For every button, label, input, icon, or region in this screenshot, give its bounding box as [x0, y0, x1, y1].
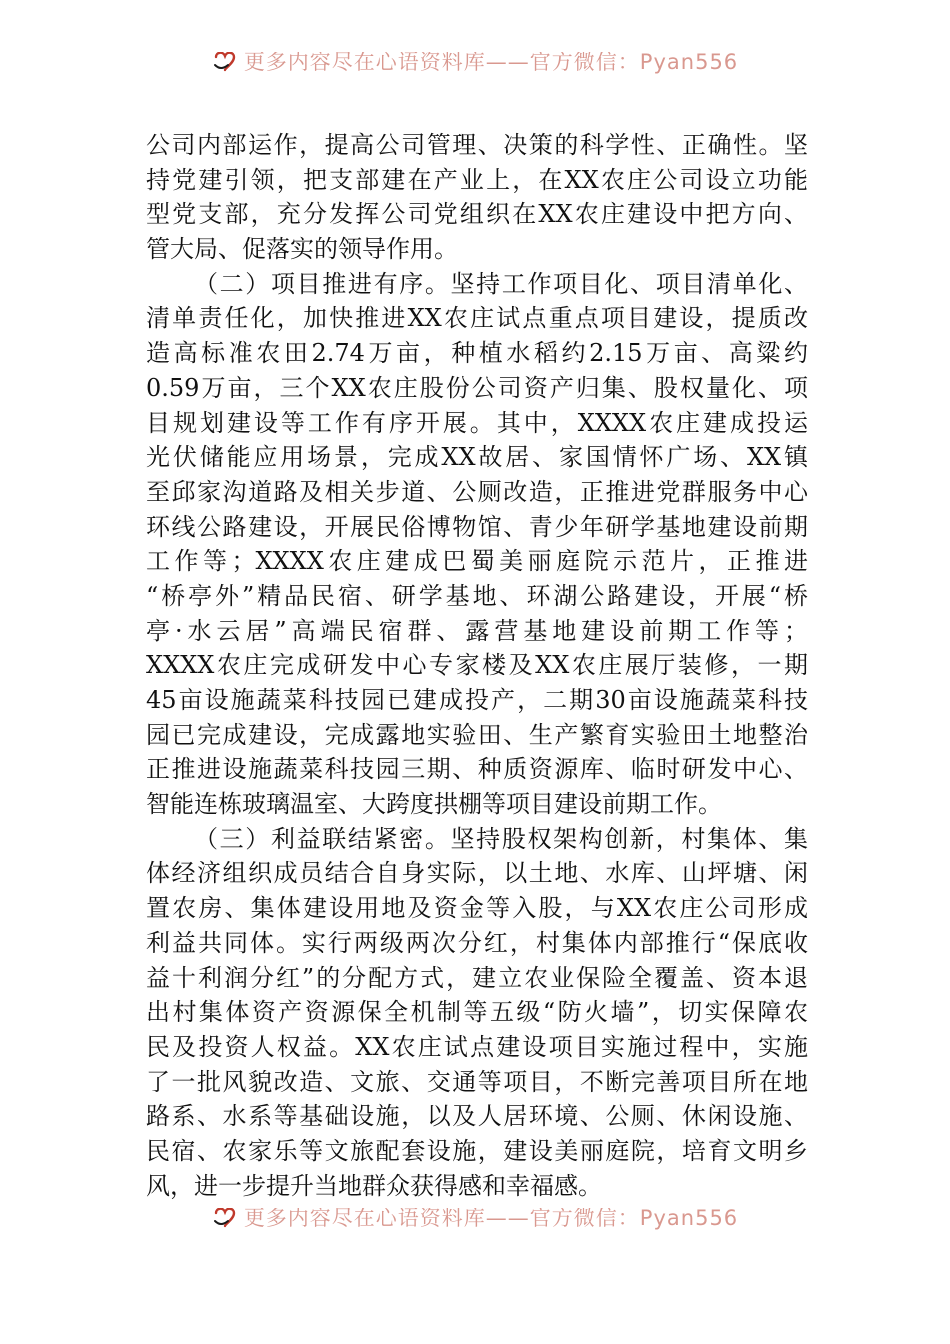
text-line: 型党支部，充分发挥公司党组织在XX农庄建设中把方向、: [146, 200, 808, 229]
heart-logo-icon: [212, 1208, 238, 1230]
text-line: 体经济组织成员结合自身实际，以土地、水库、山坪塘、闲: [146, 859, 808, 888]
document-body: [146, 128, 808, 1203]
text-line: 园已完成建设，完成露地实验田、生产繁育实验田土地整治: [146, 720, 808, 749]
text-line: 智能连栋玻璃温室、大跨度拱棚等项目建设前期工作。: [146, 790, 722, 819]
text-line: 持党建引领，把支部建在产业上，在XX农庄公司设立功能: [146, 165, 808, 194]
text-line: 造高标准农田2.74万亩，种植水稻约2.15万亩、高粱约: [146, 339, 808, 368]
text-line: 清单责任化，加快推进XX农庄试点重点项目建设，提质改: [146, 304, 808, 333]
text-line: 益十利润分红”的分配方式，建立农业保险全覆盖、资本退: [146, 963, 808, 992]
watermark-text: 更多内容尽在心语资料库——官方微信：Pyan556: [243, 1208, 739, 1230]
text-line: 公司内部运作，提高公司管理、决策的科学性、正确性。坚: [146, 131, 808, 159]
text-line: 目规划建设等工作有序开展。其中，XXXX农庄建成投运: [146, 408, 808, 437]
text-line: （二）项目推进有序。坚持工作项目化、项目清单化、: [194, 269, 808, 298]
text-line: 至邱家沟道路及相关步道、公厕改造，正推进党群服务中心: [146, 477, 808, 506]
text-line: XXXX农庄完成研发中心专家楼及XX农庄展厅装修，一期: [146, 651, 808, 680]
text-line: 民宿、农家乐等文旅配套设施，建设美丽庭院，培育文明乡: [146, 1136, 808, 1165]
footer-watermark: [0, 1208, 950, 1240]
text-line: 风，进一步提升当地群众获得感和幸福感。: [146, 1171, 602, 1200]
text-line: 置农房、集体建设用地及资金等入股，与XX农庄公司形成: [146, 894, 808, 923]
text-line: 管大局、促落实的领导作用。: [146, 235, 458, 264]
text-line: （三）利益联结紧密。坚持股权架构创新，村集体、集: [194, 824, 808, 853]
text-line: 民及投资人权益。XX农庄试点建设项目实施过程中，实施: [146, 1032, 808, 1061]
text-line: 光伏储能应用场景，完成XX故居、家国情怀广场、XX镇: [146, 443, 808, 472]
header-watermark: [0, 52, 950, 84]
text-line: 利益共同体。实行两级两次分红，村集体内部推行“保底收: [146, 928, 808, 957]
text-line: “桥亭外”精品民宿、研学基地、环湖公路建设，开展“桥: [146, 581, 808, 610]
watermark-text: 更多内容尽在心语资料库——官方微信：Pyan556: [243, 52, 739, 74]
text-line: 工作等；XXXX农庄建成巴蜀美丽庭院示范片，正推进: [146, 547, 808, 576]
heart-logo-icon: [212, 52, 238, 74]
text-line: 亭·水云居”高端民宿群、露营基地建设前期工作等；: [146, 616, 808, 645]
text-line: 0.59万亩，三个XX农庄股份公司资产归集、股权量化、项: [146, 373, 808, 402]
text-line: 环线公路建设，开展民俗博物馆、青少年研学基地建设前期: [146, 512, 808, 541]
text-line: 出村集体资产资源保全机制等五级“防火墙”，切实保障农: [146, 998, 808, 1027]
text-line: 正推进设施蔬菜科技园三期、种质资源库、临时研发中心、: [146, 755, 808, 784]
text-line: 了一批风貌改造、文旅、交通等项目，不断完善项目所在地: [146, 1067, 808, 1096]
text-line: 45亩设施蔬菜科技园已建成投产，二期30亩设施蔬菜科技: [146, 686, 808, 714]
text-line: 路系、水系等基础设施，以及人居环境、公厕、休闲设施、: [146, 1102, 808, 1131]
